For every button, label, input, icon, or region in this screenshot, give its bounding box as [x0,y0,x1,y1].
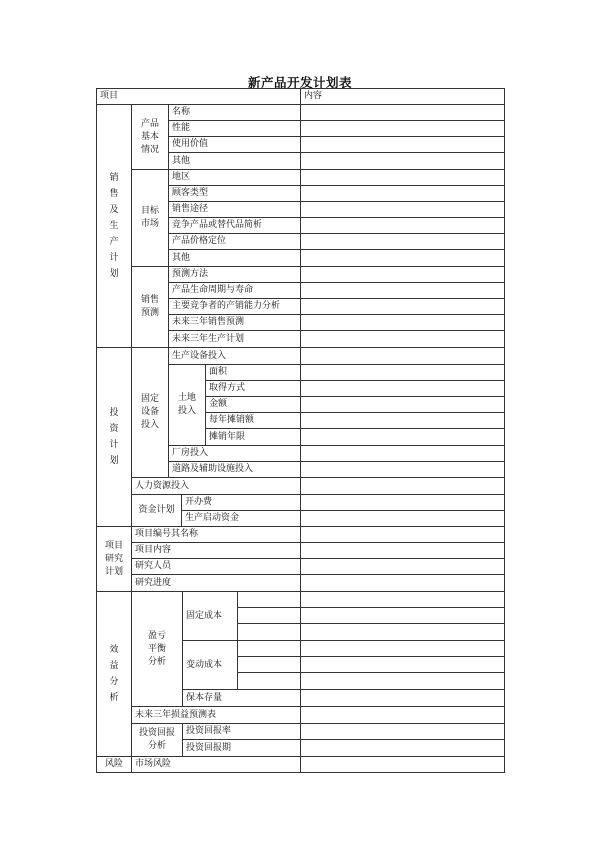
market-risk: 市场风险 [131,756,301,773]
page-title: 新产品开发计划表 [247,75,352,90]
fixed-cost-row-3 [237,623,301,641]
content-cell[interactable] [300,412,505,429]
content-cell[interactable] [300,526,505,543]
content-cell[interactable] [300,364,505,381]
basic-item-performance: 性能 [168,120,301,137]
content-cell[interactable] [300,152,505,170]
forecast-item-competitor: 主要竞争者的产销能力分析 [168,298,301,315]
content-cell[interactable] [300,314,505,331]
forecast-item-production: 未来三年生产计划 [168,330,301,348]
content-cell[interactable] [300,136,505,153]
hr-investment: 人力资源投入 [131,477,301,495]
basic-item-other: 其他 [168,152,301,170]
content-cell[interactable] [300,104,505,121]
equipment-investment: 生产设备投入 [168,347,301,365]
research-item-staff: 研究人员 [131,558,301,575]
variable-cost-row-2 [237,656,301,673]
content-cell[interactable] [300,723,505,740]
content-cell[interactable] [300,542,505,559]
risk-label: 风险 [96,756,132,773]
content-cell[interactable] [300,739,505,757]
capital-item-working: 生产启动资金 [181,510,301,527]
content-cell[interactable] [300,445,505,462]
land-item-area: 面积 [205,364,301,381]
market-item-customer: 顾客类型 [168,185,301,202]
capital-item-startup: 开办费 [181,494,301,511]
header-item: 项目 [96,88,301,105]
forecast-item-lifecycle: 产品生命周期与寿命 [168,282,301,299]
land-item-acquisition: 取得方式 [205,380,301,397]
basic-item-name: 名称 [168,104,301,121]
land-investment-label: 土地 投入 [168,364,206,446]
content-cell[interactable] [300,428,505,446]
safe-stock-label: 保本存量 [182,689,301,707]
plant-investment: 厂房投入 [168,445,301,462]
content-cell[interactable] [300,282,505,299]
market-item-other: 其他 [168,249,301,267]
variable-cost-label: 变动成本 [182,640,238,690]
content-cell[interactable] [300,330,505,348]
content-cell[interactable] [300,185,505,202]
content-cell[interactable] [300,396,505,413]
content-cell[interactable] [300,510,505,527]
content-cell[interactable] [300,380,505,397]
content-cell[interactable] [300,201,505,218]
content-cell[interactable] [300,461,505,478]
market-item-pricing: 产品价格定位 [168,233,301,250]
land-item-amount: 金额 [205,396,301,413]
content-cell[interactable] [300,623,505,641]
content-cell[interactable] [300,347,505,365]
content-cell[interactable] [300,233,505,250]
roi-rate: 投资回报率 [182,723,301,740]
basic-item-value: 使用价值 [168,136,301,153]
roi-period: 投资回报期 [182,739,301,757]
fixed-equipment-label: 固定 设备 投入 [131,347,169,478]
roi-analysis-label: 投资回报 分析 [131,723,183,757]
road-investment: 道路及辅助设施投入 [168,461,301,478]
basic-info-label: 产品 基本 情况 [131,104,169,170]
content-cell[interactable] [300,558,505,575]
content-cell[interactable] [300,494,505,511]
content-cell[interactable] [300,477,505,495]
content-cell[interactable] [300,574,505,592]
content-cell[interactable] [300,298,505,315]
market-item-channel: 销售途径 [168,201,301,218]
benefit-analysis-label: 效 益 分 析 [96,591,132,757]
forecast-item-sales: 未来三年销售预测 [168,314,301,331]
content-cell[interactable] [300,756,505,773]
land-item-amortization: 每年摊销额 [205,412,301,429]
content-cell[interactable] [300,266,505,283]
research-item-content: 项目内容 [131,542,301,559]
invest-plan-label: 投 资 计 划 [96,347,132,527]
research-item-id: 项目编号其名称 [131,526,301,543]
land-item-years: 摊销年限 [205,428,301,446]
content-cell[interactable] [300,249,505,267]
research-plan-label: 项目 研究 计划 [96,526,132,592]
content-cell[interactable] [300,591,505,608]
fixed-cost-row-1 [237,591,301,608]
content-cell[interactable] [300,672,505,690]
content-cell[interactable] [300,656,505,673]
research-item-progress: 研究进度 [131,574,301,592]
market-item-region: 地区 [168,169,301,186]
forecast-item-method: 预测方法 [168,266,301,283]
target-market-label: 目标 市场 [131,169,169,267]
fixed-cost-row-2 [237,607,301,624]
fixed-cost-label: 固定成本 [182,591,238,641]
content-cell[interactable] [300,217,505,234]
breakeven-label: 盈亏 平衡 分析 [131,591,183,707]
content-cell[interactable] [300,640,505,657]
capital-plan-label: 资金计划 [131,494,182,527]
sales-plan-label: 销 售 及 生 产 计 划 [96,104,132,348]
content-cell[interactable] [300,706,505,724]
header-content: 内容 [300,88,505,105]
variable-cost-row-3 [237,672,301,690]
content-cell[interactable] [300,689,505,707]
pnl-forecast: 未来三年损益预测表 [131,706,301,724]
variable-cost-row-1 [237,640,301,657]
content-cell[interactable] [300,120,505,137]
market-item-competition: 竞争产品或替代品简析 [168,217,301,234]
sales-forecast-label: 销售 预测 [131,266,169,348]
content-cell[interactable] [300,607,505,624]
content-cell[interactable] [300,169,505,186]
